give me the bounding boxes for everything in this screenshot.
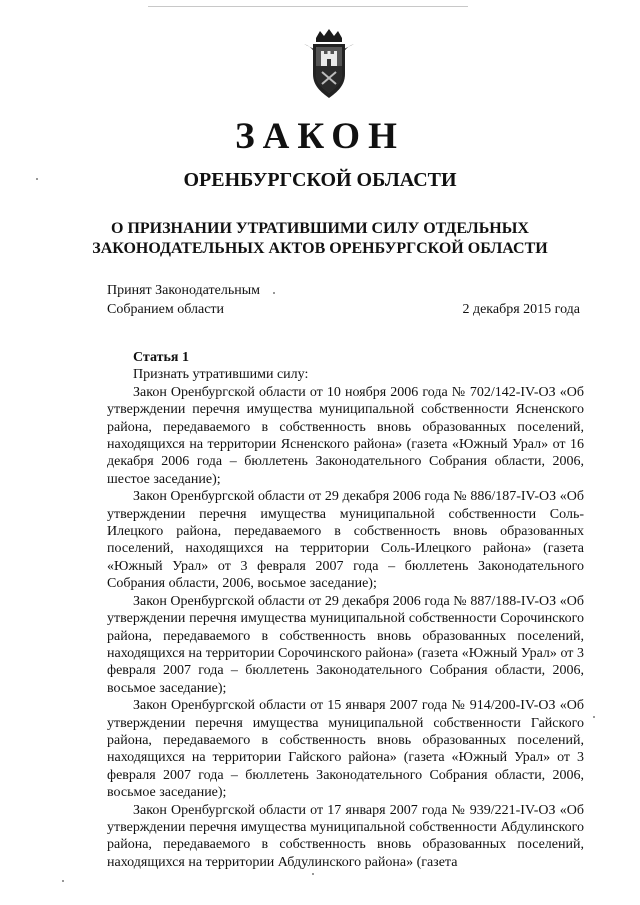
law-item: Закон Оренбургской области от 29 декабря 2006 года № 886/187-IV-ОЗ «Об утверждении перечня имущества муниципальной собственности Соль-Илецкого района, передаваемого в собственность вновь образованных поселений, находящихся на территории Соль-Илецкого района» (газета «Южный Урал» от 3 февраля 2007 года – бюллетень Законодательного Собрания области, 2006, восьмое заседание);	[107, 489, 584, 592]
article-heading: Статья 1	[133, 350, 189, 365]
document-title: ЗАКОН	[235, 116, 405, 157]
scan-speck	[36, 178, 38, 180]
subtitle-line: О ПРИЗНАНИИ УТРАТИВШИМИ СИЛУ ОТДЕЛЬНЫХ	[111, 220, 529, 237]
article-intro: Признать утратившими силу:	[133, 367, 309, 383]
law-item: Закон Оренбургской области от 17 января 2007 года № 939/221-IV-ОЗ «Об утверждении перечня имущества муниципальной собственности Абдулинского района, передаваемого в собственность вновь образованных поселений, находящихся на территории Абдулинского района» (газета	[107, 802, 584, 870]
law-item: Закон Оренбургской области от 29 декабря 2006 года № 887/188-IV-ОЗ «Об утверждении перечня имущества муниципальной собственности Сорочинского района, передаваемого в собственность вновь образованных поселений, находящихся на территории Сорочинского района» (газета «Южный Урал» от 3 февраля 2007 года – бюллетень Законодательного Собрания области, 2006, восьмое заседание);	[107, 593, 584, 696]
region-title: ОРЕНБУРГСКОЙ ОБЛАСТИ	[183, 169, 457, 191]
article-body	[107, 349, 584, 871]
scan-speck	[62, 880, 64, 882]
scan-speck	[593, 716, 595, 718]
adoption-date: 2 декабря 2015 года	[462, 302, 580, 317]
scan-speck	[312, 873, 314, 875]
law-item: Закон Оренбургской области от 15 января 2007 года № 914/200-IV-ОЗ «Об утверждении перечня имущества муниципальной собственности Гайского района, передаваемого в собственность вновь образованных поселений, находящихся на территории Гайского района» (газета «Южный Урал» от 3 февраля 2007 года – бюллетень Законодательного Собрания области, 2006, восьмое заседание);	[107, 698, 584, 801]
law-subtitle	[0, 219, 640, 259]
scan-edge-line	[148, 6, 468, 7]
law-item: Закон Оренбургской области от 10 ноября 2006 года № 702/142-IV-ОЗ «Об утверждении перечня имущества муниципальной собственности Ясненского района, передаваемого в собственность вновь образованных поселений, находящихся на территории Ясненского района» (газета «Южный Урал» от 16 декабря 2006 года – бюллетень Законодательного Собрания области, 2006, шестое заседание);	[107, 384, 584, 487]
coat-of-arms-emblem-icon	[300, 28, 358, 100]
scan-speck	[273, 292, 275, 294]
adoption-line: Принят Законодательным	[107, 283, 260, 298]
subtitle-line: ЗАКОНОДАТЕЛЬНЫХ АКТОВ ОРЕНБУРГСКОЙ ОБЛАСТИ	[92, 240, 548, 257]
adoption-info	[107, 281, 260, 319]
adoption-line: Собранием области	[107, 302, 225, 317]
